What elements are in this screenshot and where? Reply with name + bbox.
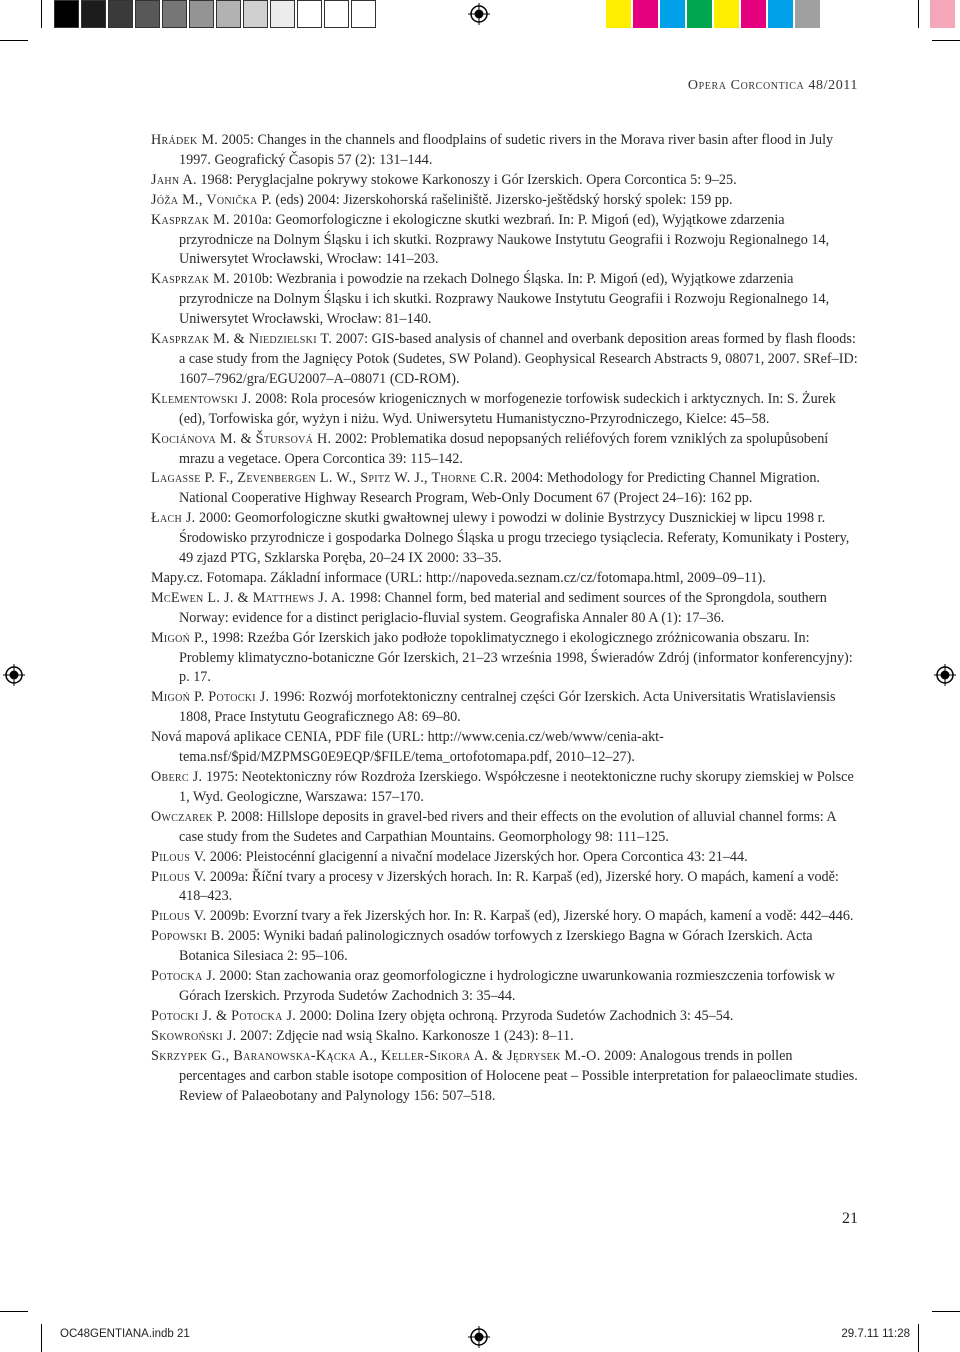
reference-entry	[151, 211, 861, 271]
color-swatch	[849, 0, 874, 28]
reference-entry	[151, 728, 861, 768]
color-swatch	[108, 0, 133, 28]
reference-entry	[151, 768, 861, 808]
reference-entry	[151, 868, 861, 908]
reference-entry	[151, 1007, 861, 1027]
reference-text: 2009b: Evorzní tvary a řek Jizerských hor. In: R. Karpaš (ed), Jizerské hory. O mapách, kamení a vodě: 442–446.	[206, 908, 854, 925]
reference-author: Klementowski J.	[151, 390, 252, 407]
reference-text: 2009a: Říční tvary a procesy v Jizerských horach. In: R. Karpaš (ed), Jizerské hory. O mapách, kamení a vodě: 418–423.	[179, 868, 839, 905]
reference-text: 1998: Channel form, bed material and sediment sources of the Sprongdola, southern Norway: evidence for a distinct periglacio-fluvial system. Geografiska Annaler 80 A (1): 17–36.	[179, 589, 827, 626]
color-swatch	[162, 0, 187, 28]
reference-entry	[151, 131, 861, 171]
reference-author: Kasprzak M. & Niedzielski T.	[151, 331, 333, 348]
reference-entry	[151, 390, 861, 430]
reference-author: Oberc J.	[151, 769, 203, 785]
color-swatch	[930, 0, 955, 28]
crop-mark	[41, 0, 42, 28]
cmyk-color-bar	[606, 0, 957, 28]
reference-author: Kasprzak M.	[151, 211, 230, 228]
references-list	[151, 131, 861, 1106]
slug-date-time: 29.7.11 11:28	[841, 1328, 910, 1340]
reference-entry	[151, 1027, 861, 1047]
reference-author: Lagasse P. F., Zevenbergen L. W., Spitz W. J., Thorne C.R.	[151, 470, 508, 487]
reference-author: Kociánova M. & Štursová H.	[151, 430, 332, 447]
reference-author: Kasprzak M.	[151, 271, 230, 288]
reference-entry	[151, 907, 861, 927]
reference-text: (eds) 2004: Jizerskohorská rašeliniště. Jizersko-ještědský horský spolek: 159 pp.	[271, 191, 733, 208]
color-swatch	[741, 0, 766, 28]
reference-text: 1975: Neotektoniczny rów Rozdroża Izerskiego. Współczesne i neotektoniczne ruchy skorupy ziemskiej w Polsce 1, Wyd. Geologiczne, Warszawa: 157–170.	[179, 769, 854, 805]
color-swatch	[270, 0, 295, 28]
reference-text: 2008: Hillslope deposits in gravel-bed rivers and their effects on the evolution of alluvial channel forms: A case study from the Sudetes and Carpathian Mountains. Geomorphology 98: 111–125.	[179, 808, 836, 845]
color-swatch	[81, 0, 106, 28]
color-swatch	[795, 0, 820, 28]
reference-text: 2006: Pleistocénní glacigenní a nivační modelace Jizerských hor. Opera Corcontica 43: 21–44.	[206, 848, 748, 865]
color-swatch	[243, 0, 268, 28]
reference-text: 1996: Rozwój morfotektoniczny centralnej części Gór Izerskich. Acta Universitatis Wratislaviensis 1808, Prace Instytutu Geograficznego A8: 69–80.	[179, 689, 836, 726]
reference-text: 2005: Wyniki badań palinologicznych osadów torfowych z Izerskiego Bagna w Górach Izerskich. Acta Botanica Silesiaca 2: 95–106.	[179, 928, 813, 965]
color-swatch	[216, 0, 241, 28]
color-swatch	[606, 0, 631, 28]
reference-entry	[151, 808, 861, 848]
reference-author: McEwen L. J. & Matthews J. A.	[151, 589, 346, 606]
reference-entry	[151, 1047, 861, 1107]
reference-author: Skrzypek G., Baranowska-Kącka A., Keller-Sikora A. & Jędrysek M.-O.	[151, 1047, 601, 1064]
color-swatch	[189, 0, 214, 28]
reference-text: 2009: Analogous trends in pollen percentages and carbon stable isotope composition of Holocene peat – Possible interpretation for palaeoclimate studies. Review of Palaeobotany and Palynology 156: 507–518.	[179, 1047, 858, 1104]
reference-entry	[151, 469, 861, 509]
reference-entry	[151, 688, 861, 728]
crop-mark	[41, 1324, 42, 1352]
registration-mark-icon	[934, 664, 956, 686]
reference-text: 2004: Methodology for Predicting Channel Migration. National Cooperative Highway Research Program, Web-Only Document 67 (Project 24–16): 162 pp.	[179, 470, 820, 507]
reference-text: 2005: Changes in the channels and floodplains of sudetic rivers in the Morava river basin after flood in July 1997. Geografický Časopis 57 (2): 131–144.	[179, 132, 834, 168]
reference-author: Pilous V.	[151, 908, 207, 925]
reference-text: 2000: Geomorfologiczne skutki gwałtownej ulewy i powodzi w dolinie Bystrzycy Dusznickiej w lipcu 1998 r. Środowisko przyrodnicze i gospodarka Dolnego Śląska u progu trzeciego tysiąclecia. Referaty, Komunikaty i Postery, 49 zjazd PTG, Szklarska Poręba, 20–24 IX 2000: 33–35.	[179, 510, 850, 567]
color-swatch	[351, 0, 376, 28]
reference-text: 2000: Stan zachowania oraz geomorfologiczne i hydrologiczne uwarunkowania rozmieszczenia torfowisk w Górach Izerskich. Przyroda Sudetów Zachodnich 3: 35–44.	[179, 968, 835, 1004]
reference-text: 2010b: Wezbrania i powodzie na rzekach Dolnego Śląska. In: P. Migoń (ed), Wyjątkowe zdarzenia przyrodnicze na Dolnym Śląsku i ich skutki. Rozprawy Naukowe Instytutu Geografii i Rozwoju Regionalnego 14, Uniwersytet Wrocławski, Wrocław: 81–140.	[179, 271, 830, 328]
color-swatch	[54, 0, 79, 28]
reference-entry	[151, 509, 861, 569]
reference-author: Potocka J.	[151, 968, 216, 985]
reference-entry	[151, 330, 861, 390]
reference-entry	[151, 191, 861, 211]
grayscale-color-bar	[54, 0, 378, 28]
reference-author: Popowski B.	[151, 928, 225, 945]
reference-text: 2007: GIS-based analysis of channel and overbank deposition areas formed by flash floods: a case study from the Jagnięcy Potok (Sudetes, SW Poland). Geophysical Research Abstracts 9, 08071, 2007. SRef–ID: 1607–7962/gra/EGU2007–A–08071 (CD-ROM).	[179, 331, 858, 387]
reference-entry	[151, 629, 861, 689]
crop-mark	[0, 1311, 28, 1312]
crop-mark	[918, 1324, 919, 1352]
reference-text: Mapy.cz. Fotomapa. Základní informace (URL: http://napoveda.seznam.cz/cz/fotomapa.html, 2009–09–11).	[151, 569, 766, 586]
color-swatch	[633, 0, 658, 28]
reference-text: , 1998: Rzeźba Gór Izerskich jako podłoże topoklimatycznego i ekologicznego zróżnicowania obszaru. In: Problemy klimatyczno-botaniczne Gór Izerskich, 21–23 września 1998, Świeradów Zdrój (informator konferencyjny): p. 17.	[179, 629, 853, 686]
running-header: Opera Corcontica 48/2011	[687, 78, 858, 93]
reference-entry	[151, 430, 861, 470]
crop-mark	[932, 1311, 960, 1312]
color-swatch	[822, 0, 847, 28]
reference-entry	[151, 848, 861, 868]
registration-mark-icon	[468, 1326, 490, 1348]
reference-entry	[151, 569, 861, 589]
reference-entry	[151, 927, 861, 967]
color-swatch	[768, 0, 793, 28]
reference-author: Owczarek P.	[151, 808, 228, 825]
reference-text: Nová mapová aplikace CENIA, PDF file (URL: http://www.cenia.cz/web/www/cenia-akt-tema.nsf/$pid/MZPMSG0E9EQP/$FILE/tema_ortofotomapa.pdf, 2010–12–27).	[151, 729, 664, 766]
reference-author: Pilous V.	[151, 868, 207, 885]
reference-entry	[151, 967, 861, 1007]
color-swatch	[324, 0, 349, 28]
color-swatch	[903, 0, 928, 28]
slug-file-name: OC48GENTIANA.indb 21	[60, 1328, 190, 1340]
reference-author: Migoń P.	[151, 629, 205, 646]
reference-text: 2007: Zdjęcie nad wsią Skalno. Karkonosze 1 (243): 8–11.	[236, 1027, 574, 1044]
page-number: 21	[842, 1210, 858, 1227]
color-swatch	[135, 0, 160, 28]
reference-text: 1968: Peryglacjalne pokrywy stokowe Karkonoszy i Gór Izerskich. Opera Corcontica 5: 9–25.	[196, 171, 737, 188]
reference-author: Pilous V.	[151, 848, 207, 865]
reference-author: Migoń P. Potocki J.	[151, 689, 270, 706]
color-swatch	[297, 0, 322, 28]
reference-entry	[151, 270, 861, 330]
crop-mark	[0, 40, 28, 41]
registration-mark-icon	[3, 664, 25, 686]
reference-author: Potocki J. & Potocka J.	[151, 1007, 297, 1024]
color-swatch	[660, 0, 685, 28]
reference-author: Jahn A.	[151, 171, 197, 188]
color-swatch	[876, 0, 901, 28]
reference-author: Łach J.	[151, 510, 196, 527]
reference-text: 2002: Problematika dosud nepopsaných reliéfových forem vzniklých za spolupůsobení mrazu a vegetace. Opera Corcontica 39: 115–142.	[179, 430, 829, 467]
reference-entry	[151, 589, 861, 629]
color-swatch	[687, 0, 712, 28]
reference-text: 2008: Rola procesów kriogenicznych w morfogenezie torfowisk sudeckich i arktycznych. In: S. Żurek (ed), Torfowiska gór, wyżyn i niżu. Wyd. Uniwersytetu Humanistyczno-Przyrodniczego, Kielce: 45–58.	[179, 390, 836, 427]
reference-author: Skowroński J.	[151, 1027, 237, 1044]
reference-entry	[151, 171, 861, 191]
reference-text: 2010a: Geomorfologiczne i ekologiczne skutki wezbrań. In: P. Migoń (ed), Wyjątkowe zdarzenia przyrodnicze na Dolnym Śląsku i ich skutki. Rozprawy Naukowe Instytutu Geografii i Rozwoju Regionalnego 14, Uniwersytet Wrocławski, Wrocław: 141–203.	[179, 211, 830, 268]
crop-mark	[918, 0, 919, 28]
crop-mark	[932, 40, 960, 41]
reference-text: 2000: Dolina Izery objęta ochroną. Przyroda Sudetów Zachodnich 3: 45–54.	[296, 1007, 734, 1024]
registration-mark-icon	[468, 3, 490, 25]
color-swatch	[714, 0, 739, 28]
reference-author: Hrádek M.	[151, 132, 219, 148]
reference-author: Jóža M., Vonička P.	[151, 191, 272, 208]
